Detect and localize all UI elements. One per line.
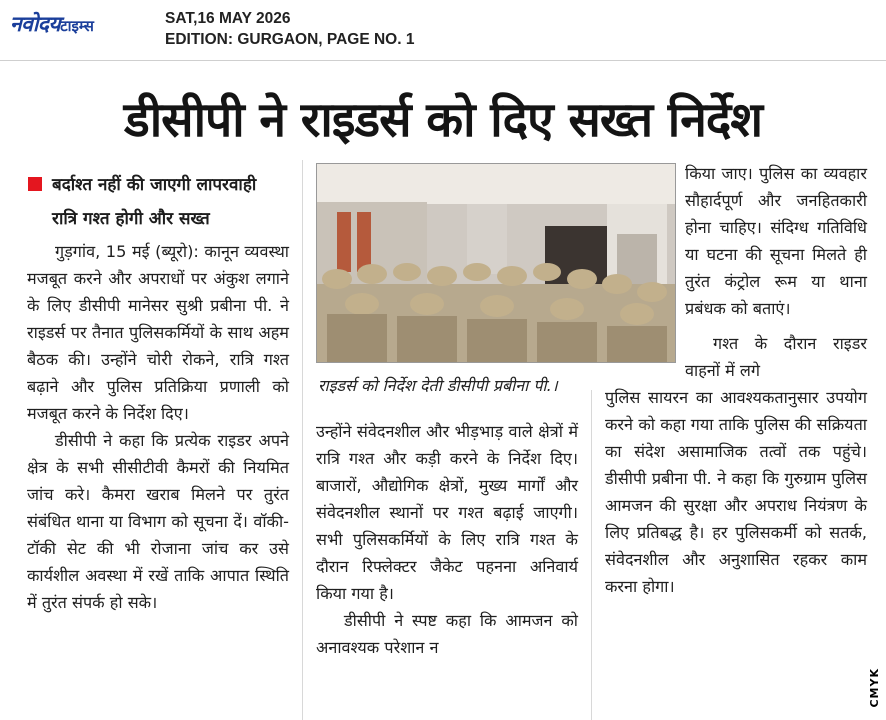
article-column-1 (27, 238, 289, 616)
edition-date: SAT,16 MAY 2026 (165, 10, 291, 27)
subhead-2: रात्रि गश्त होगी और सख्त (52, 209, 210, 229)
newspaper-logo (10, 10, 94, 38)
paragraph: डीसीपी ने कहा कि प्रत्येक राइडर अपने क्षेत्र के सभी सीसीटीवी कैमरों की नियमित जांच करे। कैमरा खराब मिलने पर तुरंत संबंधित थाना या विभाग को सूचना दें। वॉकी-टॉकी सेट की भी रोजाना जांच कर उसे कार्यशील अवस्था में रखें ताकि आपात स्थिति में तुरंत संपर्क हो सके। (27, 431, 289, 612)
logo-sub-text: टाइम्स (60, 17, 94, 35)
paragraph: किया जाए। पुलिस का व्यवहार सौहार्दपूर्ण और जनहितकारी होना चाहिए। संदिग्ध गतिविधि या घटना की सूचना मिलते ही तुरंत कंट्रोल रूम या थाना प्रबंधक को बताएं। (685, 164, 867, 318)
subheadings (28, 168, 256, 236)
article-column-3 (605, 160, 867, 600)
headline: डीसीपी ने राइडर्स को दिए सख्त निर्देश (124, 92, 762, 148)
logo-main-text: नवोदय (10, 12, 61, 36)
column-divider (302, 160, 303, 720)
edition-info (165, 8, 414, 50)
photo-caption: राइडर्स को निर्देश देती डीसीपी प्रबीना पी.। (318, 376, 558, 395)
edition-line: EDITION: GURGAON, PAGE NO. 1 (165, 31, 415, 48)
paragraph: गुड़गांव, 15 मई (ब्यूरो): कानून व्यवस्था मजबूत करने और अपराधों पर अंकुश लगाने के लिए डीसीपी मानेसर सुश्री प्रबीना पी. ने राइडर्स पर तैनात पुलिसकर्मियों के साथ अहम बैठक की। उन्होंने चोरी रोकने, रात्रि गश्त बढ़ाने और पुलिस प्रतिक्रिया प्रणाली को मजबूत करने के निर्देश दिए। (27, 242, 289, 423)
subhead-1: बर्दाश्त नहीं की जाएगी लापरवाही (52, 175, 257, 195)
paragraph: उन्होंने संवेदनशील और भीड़भाड़ वाले क्षेत्रों में रात्रि गश्त और कड़ी करने के निर्देश दिए। बाजारों, औद्योगिक क्षेत्रों, मुख्य मार्गों और संवेदनशील स्थानों पर गश्त बढ़ाई जाएगी। सभी पुलिसकर्मियों के लिए रात्रि गश्त के दौरान रिफ्लेक्टर जैकेट पहनना अनिवार्य किया गया है। (316, 422, 578, 603)
paragraph: डीसीपी ने स्पष्ट कहा कि आमजन को अनावश्यक परेशान न (316, 611, 578, 657)
article-column-2 (316, 418, 578, 661)
paragraph: पुलिस सायरन का आवश्यकतानुसार उपयोग करने को कहा गया ताकि पुलिस की सक्रियता का संदेश असामाजिक तत्वों तक पहुंचे। डीसीपी प्रबीना पी. ने कहा कि गुरुग्राम पुलिस आमजन की सुरक्षा और अपराध नियंत्रण के लिए प्रतिबद्ध है। हर पुलिसकर्मी को सतर्क, संवेदनशील और अनुशासित रहकर काम करना होगा। (605, 388, 867, 596)
cmyk-print-mark: CMYK (868, 668, 881, 708)
masthead-bar (0, 0, 886, 61)
paragraph: गश्त के दौरान राइडर वाहनों में लगे (685, 334, 867, 380)
red-square-bullet-icon (28, 177, 42, 191)
column-divider (591, 390, 592, 720)
